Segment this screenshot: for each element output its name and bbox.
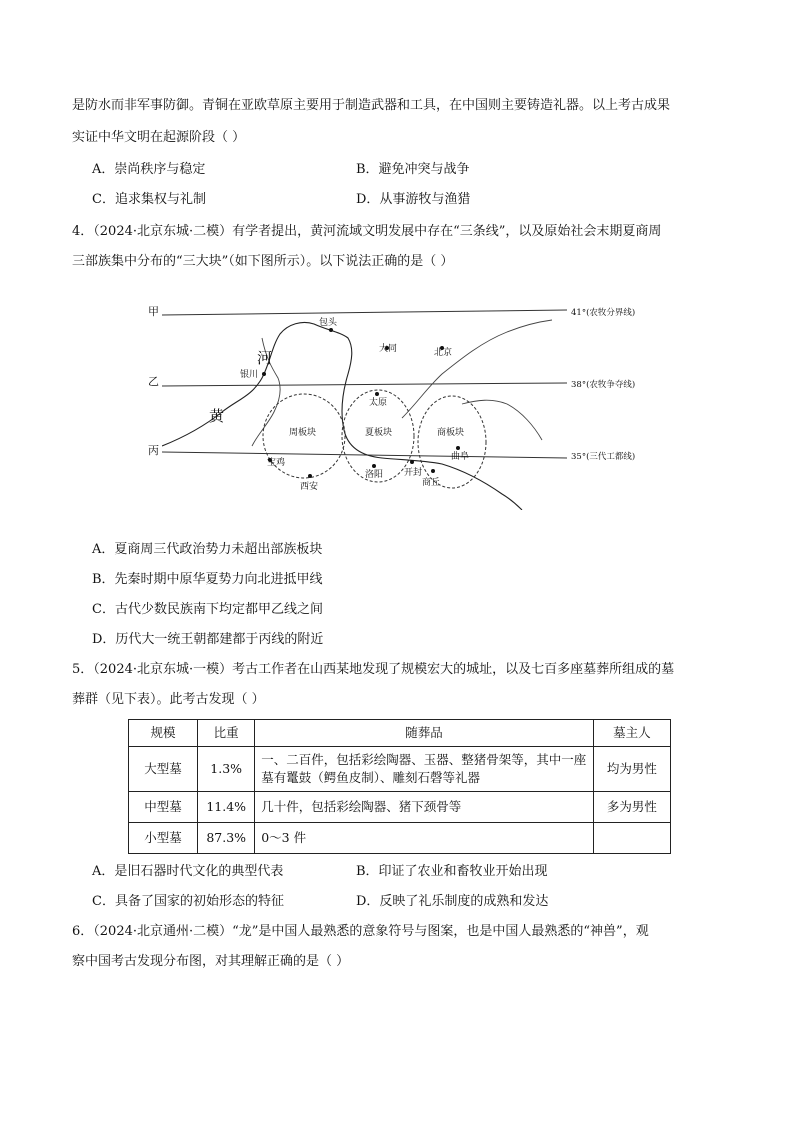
table-cell: 中型墓 [129, 792, 198, 823]
table-header-cell: 随葬品 [255, 720, 594, 747]
block-label-shang: 商板块 [437, 428, 465, 438]
q4-text-line1: 4．（2024·北京东城·二模）有学者提出，黄河流域文明发展中存在“三条线”，以及原始社会末期夏商周 [72, 224, 662, 239]
table-cell: 0～3 件 [255, 823, 594, 854]
table-cell: 小型墓 [129, 823, 198, 854]
city-dot-kaifeng [410, 460, 414, 464]
city-label-baoji: 宝鸡 [267, 458, 286, 468]
latitude-41-label: 41°(农牧分界线) [571, 308, 636, 318]
latitude-38-line [162, 383, 567, 386]
q5-option-d[interactable]: D．反映了礼乐制度的成熟和发达 [356, 894, 549, 909]
table-header-cell: 规模 [129, 720, 198, 747]
city-label-shangqiu: 商丘 [422, 478, 441, 488]
city-dot-taiyuan [375, 392, 379, 396]
river-label-he: 河 [257, 349, 273, 367]
table-cell: 多为男性 [593, 792, 670, 823]
table-cell: 均为男性 [593, 747, 670, 792]
city-label-baotou: 包头 [319, 318, 338, 328]
city-dot-yinchuan [262, 372, 266, 376]
coastline-path [402, 320, 552, 418]
q3-option-c[interactable]: C．追求集权与礼制 [92, 192, 206, 207]
city-label-beijing: 北京 [434, 348, 453, 358]
table-header-cell: 墓主人 [593, 720, 670, 747]
city-label-xian: 西安 [300, 482, 319, 492]
river-label-huang: 黄 [209, 407, 225, 425]
table-cell: 一、二百件，包括彩绘陶器、玉器、整猪骨架等，其中一座墓有鼍鼓（鳄鱼皮制）、雕刻石磬等礼器 [255, 747, 594, 792]
q4-option-a[interactable]: A．夏商周三代政治势力未超出部族板块 [92, 542, 323, 557]
q3-option-a[interactable]: A．崇尚秩序与稳定 [92, 162, 206, 177]
city-dot-qufu [456, 446, 460, 450]
city-dot-xian [308, 474, 312, 478]
q3-option-d[interactable]: D．从事游牧与渔猎 [356, 192, 471, 207]
table-row [129, 823, 671, 854]
table-cell: 大型墓 [129, 747, 198, 792]
block-ellipse-shang [418, 396, 486, 488]
city-label-datong: 大同 [379, 344, 398, 354]
city-dot-luoyang [372, 464, 376, 468]
q5-option-b[interactable]: B．印证了农业和畜牧业开始出现 [356, 864, 548, 879]
table-header-row [129, 720, 671, 747]
city-label-taiyuan: 太原 [369, 398, 388, 408]
q4-option-c[interactable]: C．古代少数民族南下均定都甲乙线之间 [92, 602, 323, 617]
city-label-yinchuan: 银川 [240, 370, 259, 380]
city-dot-shangqiu [431, 469, 435, 473]
city-label-qufu: 曲阜 [451, 452, 470, 462]
table-cell: 几十件，包括彩绘陶器、猪下颈骨等 [255, 792, 594, 823]
latitude-35-line [162, 452, 567, 458]
q5-text-line2: 葬群（见下表）。此考古发现（ ） [72, 692, 265, 707]
table-row [129, 792, 671, 823]
q4-option-d[interactable]: D．历代大一统王朝都建都于丙线的附近 [92, 632, 324, 647]
q4-option-b[interactable]: B．先秦时期中原华夏势力向北进抵甲线 [92, 572, 323, 587]
q6-text-line1: 6．（2024·北京通州·二模）“龙”是中国人最熟悉的意象符号与图案，也是中国人最熟悉的“神兽”，观 [72, 924, 649, 939]
city-label-kaifeng: 开封 [404, 468, 423, 478]
map-row-label-jia: 甲 [148, 305, 159, 318]
q3-text-line1: 是防水而非军事防御。青铜在亚欧草原主要用于制造武器和工具，在中国则主要铸造礼器。以上考古成果 [72, 98, 671, 113]
table-header-cell: 比重 [198, 720, 255, 747]
table-row [129, 747, 671, 792]
table-cell: 11.4% [198, 792, 255, 823]
block-label-zhou: 周板块 [289, 428, 317, 438]
map-row-label-yi: 乙 [148, 375, 159, 388]
q6-text-line2: 察中国考古发现分布图，对其理解正确的是（ ） [72, 954, 350, 969]
boundary-path-2 [462, 400, 542, 440]
q3-option-b[interactable]: B．避免冲突与战争 [356, 162, 470, 177]
q5-option-c[interactable]: C．具备了国家的初始形态的特征 [92, 894, 284, 909]
yellow-river-map [145, 298, 680, 518]
q4-text-line2: 三部族集中分布的“三大块”（如下图所示）。以下说法正确的是（ ） [72, 254, 454, 269]
q3-text-line2: 实证中华文明在起源阶段（ ） [72, 130, 246, 145]
map-row-label-bing: 丙 [148, 444, 159, 457]
q5-text-line1: 5．（2024·北京东城·一模）考古工作者在山西某地发现了规模宏大的城址，以及七百多座墓葬所组成的墓 [72, 662, 675, 677]
latitude-38-label: 38°(农牧争夺线) [571, 380, 636, 390]
q5-option-a[interactable]: A．是旧石器时代文化的典型代表 [92, 864, 284, 879]
table-cell: 1.3% [198, 747, 255, 792]
table-cell [593, 823, 670, 854]
latitude-41-line [162, 310, 567, 315]
tomb-table [128, 719, 671, 854]
latitude-35-label: 35°(三代工都线) [571, 452, 636, 462]
block-label-xia: 夏板块 [365, 428, 393, 438]
city-label-luoyang: 洛阳 [365, 470, 384, 480]
table-cell: 87.3% [198, 823, 255, 854]
